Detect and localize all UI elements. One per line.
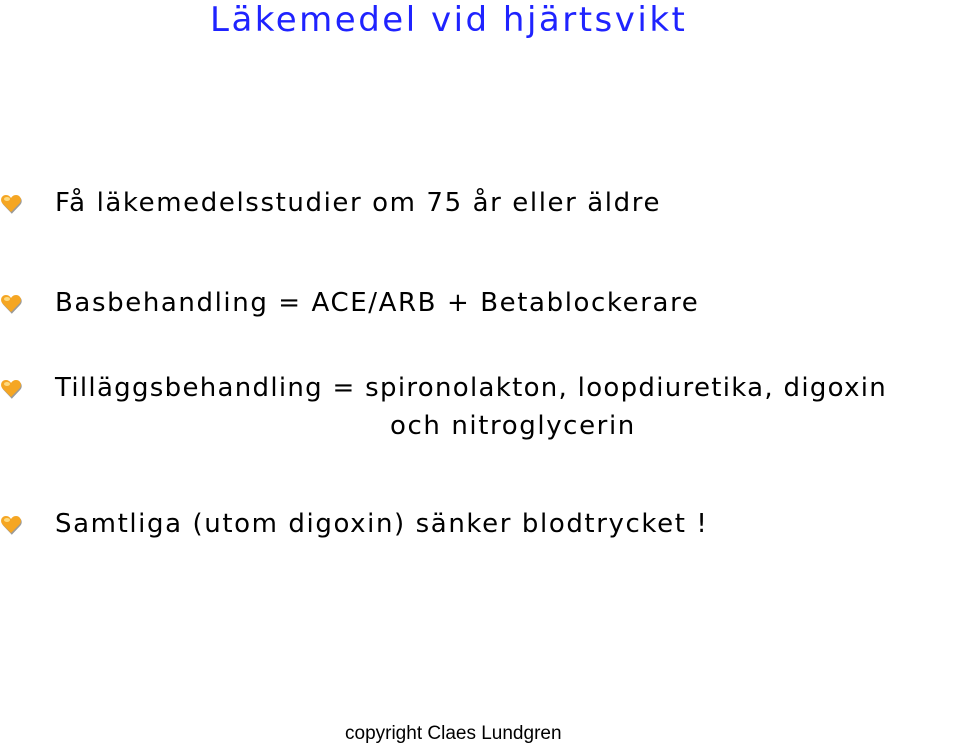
bullet-text: Samtliga (utom digoxin) sänker blodtrycket ! [55,509,709,539]
heart-icon [0,515,22,535]
heart-icon [0,194,22,214]
bullet-text: Basbehandling = ACE/ARB + Betablockerare [55,288,700,318]
bullet-text-continuation: och nitroglycerin [390,411,636,441]
bullet-text: Tilläggsbehandling = spironolakton, loopdiuretika, digoxin [55,373,888,403]
slide-title: Läkemedel vid hjärtsvikt [210,0,688,40]
heart-icon [0,294,22,314]
bullet-text: Få läkemedelsstudier om 75 år eller äldre [55,188,662,218]
heart-icon [0,379,22,399]
copyright-footer: copyright Claes Lundgren [345,723,562,744]
